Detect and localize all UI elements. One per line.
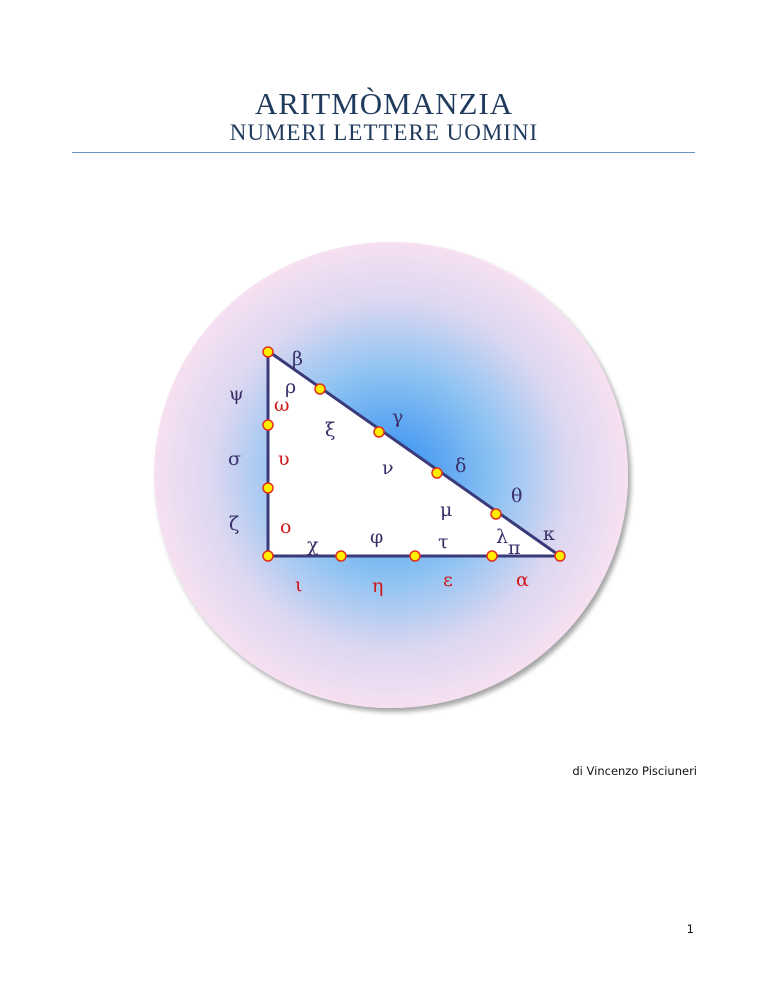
letter-omicron: ο [280, 516, 292, 538]
point-hyp-2 [374, 427, 384, 437]
triangle-figure [150, 238, 640, 728]
letter-gamma: γ [392, 406, 404, 428]
letter-eta: η [372, 575, 384, 597]
point-left-1 [263, 420, 273, 430]
point-hyp-3 [432, 468, 442, 478]
letter-rho: ρ [285, 376, 297, 398]
letter-phi: φ [370, 526, 384, 548]
vertex-right [555, 551, 565, 561]
letter-omega: ω [274, 394, 290, 416]
point-left-2 [263, 483, 273, 493]
letter-zeta: ζ [229, 513, 240, 535]
letter-tau: τ [438, 531, 449, 553]
letter-sigma: σ [228, 448, 241, 470]
letter-psi: ψ [229, 383, 244, 405]
point-hyp-4 [491, 509, 501, 519]
point-base-1 [336, 551, 346, 561]
author-line: di Vincenzo Pisciuneri [572, 764, 697, 778]
letter-delta: δ [455, 455, 467, 477]
letter-theta: θ [511, 485, 523, 507]
point-hyp-1 [315, 384, 325, 394]
letter-upsilon: υ [278, 448, 290, 470]
letter-beta: β [292, 348, 303, 370]
point-base-3 [487, 551, 497, 561]
vertex-top [263, 347, 273, 357]
title-divider [72, 152, 695, 153]
letter-mu: μ [440, 499, 453, 521]
point-base-2 [410, 551, 420, 561]
vertex-right-angle [263, 551, 273, 561]
letter-kappa: κ [543, 523, 555, 545]
letter-xi: ξ [325, 419, 336, 441]
letter-alpha: α [516, 569, 529, 591]
document-subtitle: NUMERI LETTERE UOMINI [229, 120, 539, 145]
letter-lambda: λ [496, 526, 509, 548]
letter-epsilon: ε [443, 569, 453, 591]
letter-nu: ν [382, 457, 394, 479]
document-title: ARITMÒMANZIA [254, 86, 514, 121]
letter-iota: ι [295, 574, 303, 596]
page-number: 1 [686, 922, 694, 936]
letter-pi: π [508, 537, 521, 559]
letter-chi: χ [307, 534, 319, 556]
